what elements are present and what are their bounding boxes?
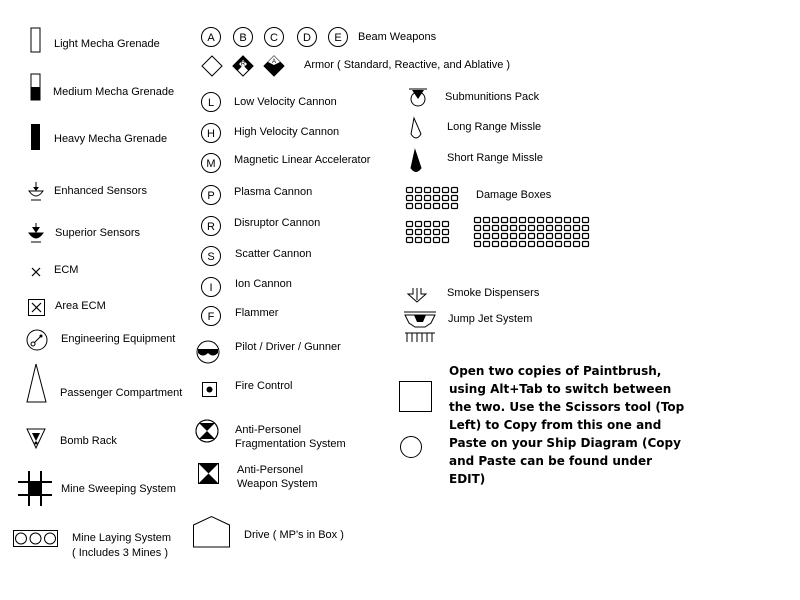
- damage-box: [574, 234, 580, 239]
- damage-box: [416, 204, 422, 209]
- area-ecm-icon[interactable]: [27, 298, 47, 318]
- ecm-icon[interactable]: [30, 266, 42, 278]
- svg-text:M: M: [206, 158, 216, 170]
- pilot-label: Pilot / Driver / Gunner: [235, 341, 341, 353]
- bomb-rack-icon[interactable]: [25, 427, 49, 451]
- svg-text:D: D: [303, 32, 311, 44]
- damage-box: [493, 226, 499, 231]
- svg-text:R: R: [240, 61, 246, 68]
- passenger-compartment-label: Passenger Compartment: [60, 387, 183, 399]
- damage-box: [547, 242, 553, 247]
- damage-box: [556, 242, 562, 247]
- damage-box: [583, 234, 589, 239]
- submunitions-label: Submunitions Pack: [445, 91, 540, 103]
- damage-box: [574, 218, 580, 223]
- ap-weapon-icon[interactable]: [197, 462, 221, 486]
- svg-text:F: F: [207, 311, 215, 323]
- damage-box: [443, 238, 449, 243]
- damage-box: [502, 218, 508, 223]
- superior-sensors-label: Superior Sensors: [55, 227, 140, 239]
- svg-text:H: H: [207, 128, 215, 140]
- mine-laying-label: Mine Laying System: [72, 532, 172, 544]
- damage-box: [484, 242, 490, 247]
- passenger-compartment-icon[interactable]: [22, 362, 52, 406]
- magnetic-accelerator-label: Magnetic Linear Accelerator: [234, 154, 371, 166]
- mine-laying-sublabel: ( Includes 3 Mines ): [72, 547, 168, 559]
- damage-boxes-label: Damage Boxes: [476, 189, 552, 201]
- damage-box: [565, 234, 571, 239]
- mine-sweeping-icon[interactable]: [17, 470, 53, 508]
- svg-text:S: S: [207, 251, 215, 263]
- short-range-missile-label: Short Range Missle: [447, 152, 543, 164]
- beam-weapon-icons: [198, 25, 353, 49]
- light-grenade-label: Light Mecha Grenade: [54, 38, 160, 50]
- cannon-icon-m[interactable]: [200, 152, 224, 176]
- damage-box: [425, 196, 431, 201]
- damage-box: [452, 196, 458, 201]
- damage-box: [416, 222, 422, 227]
- beam-weapon-b-icon[interactable]: [234, 28, 253, 47]
- damage-box: [443, 188, 449, 193]
- disruptor-cannon-label: Disruptor Cannon: [234, 217, 321, 229]
- damage-box: [434, 238, 440, 243]
- cannon-icon-r[interactable]: [200, 215, 224, 239]
- smoke-dispensers-icon[interactable]: [405, 286, 429, 304]
- ap-fragmentation-label-1: Anti-Personel: [235, 424, 302, 436]
- scatter-cannon-label: Scatter Cannon: [235, 248, 312, 260]
- damage-box: [574, 242, 580, 247]
- medium-grenade-label: Medium Mecha Grenade: [53, 86, 175, 98]
- long-range-missile-icon[interactable]: [408, 116, 424, 144]
- low-velocity-cannon-label: Low Velocity Cannon: [234, 96, 337, 108]
- beam-weapon-a-icon[interactable]: [202, 28, 221, 47]
- beam-weapon-c-icon[interactable]: [265, 28, 284, 47]
- damage-box: [520, 218, 526, 223]
- damage-box: [556, 218, 562, 223]
- damage-box: [416, 188, 422, 193]
- damage-box: [407, 230, 413, 235]
- damage-box: [538, 242, 544, 247]
- damage-box: [475, 218, 481, 223]
- light-grenade-icon[interactable]: [30, 27, 44, 55]
- damage-box: [425, 204, 431, 209]
- damage-box: [556, 234, 562, 239]
- smoke-dispensers-label: Smoke Dispensers: [447, 287, 540, 299]
- damage-box: [416, 230, 422, 235]
- damage-box: [425, 188, 431, 193]
- armor-reactive-icon[interactable]: [233, 56, 253, 78]
- damage-box: [443, 196, 449, 201]
- damage-box: [583, 226, 589, 231]
- engineering-equipment-icon[interactable]: [25, 328, 49, 352]
- enhanced-sensors-label: Enhanced Sensors: [54, 185, 147, 197]
- damage-box: [425, 222, 431, 227]
- circle-shape[interactable]: [399, 435, 425, 461]
- pilot-icon[interactable]: [196, 339, 222, 365]
- fire-control-label: Fire Control: [235, 380, 293, 392]
- mine-laying-icon[interactable]: [12, 529, 60, 549]
- armor-label: Armor ( Standard, Reactive, and Ablative ): [304, 59, 511, 71]
- damage-box: [407, 222, 413, 227]
- damage-box: [556, 226, 562, 231]
- ap-fragmentation-icon[interactable]: [195, 419, 221, 445]
- beam-weapon-e-icon[interactable]: [329, 28, 348, 47]
- damage-box: [475, 226, 481, 231]
- square-shape[interactable]: [398, 380, 434, 414]
- ecm-label: ECM: [54, 264, 79, 276]
- damage-box: [484, 226, 490, 231]
- short-range-missile-icon[interactable]: [408, 148, 424, 176]
- fire-control-icon[interactable]: [201, 381, 219, 399]
- heavy-grenade-label: Heavy Mecha Grenade: [54, 133, 168, 145]
- damage-box: [443, 230, 449, 235]
- damage-box: [565, 242, 571, 247]
- damage-box: [443, 204, 449, 209]
- damage-box: [565, 226, 571, 231]
- damage-box: [538, 234, 544, 239]
- cannon-icon-l[interactable]: [200, 91, 224, 115]
- damage-box: [425, 230, 431, 235]
- damage-box: [416, 196, 422, 201]
- damage-box: [407, 188, 413, 193]
- damage-box: [511, 234, 517, 239]
- armor-icons: [199, 54, 289, 80]
- damage-box: [502, 226, 508, 231]
- cannon-icon-s[interactable]: [200, 245, 224, 269]
- armor-ablative-icon[interactable]: [264, 56, 284, 76]
- damage-box: [484, 218, 490, 223]
- cannon-icon-i[interactable]: [200, 276, 224, 300]
- damage-box: [520, 234, 526, 239]
- cannon-icon-p[interactable]: [200, 184, 224, 208]
- damage-box: [434, 188, 440, 193]
- ap-fragmentation-label-2: Fragmentation System: [235, 438, 346, 450]
- armor-standard-icon[interactable]: [202, 56, 222, 76]
- cannon-icon-f[interactable]: [200, 305, 224, 329]
- damage-box: [452, 188, 458, 193]
- damage-box: [434, 196, 440, 201]
- damage-box: [547, 226, 553, 231]
- long-range-missile-label: Long Range Missle: [447, 121, 542, 133]
- area-ecm-label: Area ECM: [55, 300, 106, 312]
- damage-box: [538, 226, 544, 231]
- svg-text:R: R: [207, 221, 215, 233]
- damage-box: [583, 218, 589, 223]
- ap-weapon-label-1: Anti-Personel: [237, 464, 304, 476]
- damage-box: [484, 234, 490, 239]
- drive-label: Drive ( MP's in Box ): [244, 529, 344, 541]
- mine-sweeping-label: Mine Sweeping System: [61, 483, 176, 495]
- beam-weapon-d-icon[interactable]: [298, 28, 317, 47]
- drive-icon[interactable]: [192, 515, 232, 549]
- engineering-equipment-label: Engineering Equipment: [61, 333, 176, 345]
- high-velocity-cannon-label: High Velocity Cannon: [234, 126, 340, 138]
- damage-box: [529, 226, 535, 231]
- damage-box: [407, 196, 413, 201]
- damage-box: [416, 238, 422, 243]
- damage-box: [452, 204, 458, 209]
- damage-box: [565, 218, 571, 223]
- heavy-grenade-icon[interactable]: [30, 123, 44, 153]
- damage-box: [520, 226, 526, 231]
- damage-box: [493, 234, 499, 239]
- svg-text:A: A: [207, 32, 215, 44]
- svg-text:B: B: [239, 32, 247, 44]
- damage-box: [529, 234, 535, 239]
- damage-box: [520, 242, 526, 247]
- damage-box: [511, 242, 517, 247]
- damage-box: [493, 218, 499, 223]
- jump-jet-icon[interactable]: [401, 309, 439, 345]
- damage-box: [547, 218, 553, 223]
- svg-text:A: A: [271, 59, 277, 65]
- damage-box: [511, 218, 517, 223]
- enhanced-sensors-icon[interactable]: [26, 181, 46, 203]
- damage-box: [502, 242, 508, 247]
- damage-box: [493, 242, 499, 247]
- damage-box: [434, 222, 440, 227]
- cannon-icon-h[interactable]: [200, 122, 224, 146]
- submunitions-icon[interactable]: [408, 87, 428, 109]
- svg-text:L: L: [207, 97, 215, 109]
- damage-box: [434, 204, 440, 209]
- damage-box: [511, 226, 517, 231]
- damage-box: [434, 230, 440, 235]
- jump-jet-label: Jump Jet System: [448, 313, 533, 325]
- damage-box: [407, 204, 413, 209]
- svg-text:E: E: [334, 32, 342, 44]
- damage-box: [502, 234, 508, 239]
- ion-cannon-label: Ion Cannon: [235, 278, 292, 290]
- damage-box: [529, 242, 535, 247]
- damage-box: [475, 242, 481, 247]
- plasma-cannon-label: Plasma Cannon: [234, 186, 313, 198]
- beam-weapons-label: Beam Weapons: [358, 31, 437, 43]
- superior-sensors-icon[interactable]: [26, 222, 46, 244]
- flammer-label: Flammer: [235, 307, 279, 319]
- svg-text:P: P: [207, 190, 215, 202]
- damage-box: [443, 222, 449, 227]
- damage-box: [529, 218, 535, 223]
- bomb-rack-label: Bomb Rack: [60, 435, 117, 447]
- damage-box: [547, 234, 553, 239]
- svg-text:C: C: [270, 32, 278, 44]
- damage-box: [475, 234, 481, 239]
- svg-text:I: I: [209, 282, 213, 294]
- ap-weapon-label-2: Weapon System: [237, 478, 318, 490]
- damage-box: [583, 242, 589, 247]
- damage-box: [425, 238, 431, 243]
- damage-box: [407, 238, 413, 243]
- medium-grenade-icon[interactable]: [30, 73, 44, 103]
- instruction-note: Open two copies of Paintbrush, using Alt+Tab to switch between the two. Use the Scissors tool (Top Left) to Copy from this one and Paste on your Ship Diagram (Copy and Paste can be found under EDIT): [449, 364, 685, 486]
- damage-box: [574, 226, 580, 231]
- damage-box: [538, 218, 544, 223]
